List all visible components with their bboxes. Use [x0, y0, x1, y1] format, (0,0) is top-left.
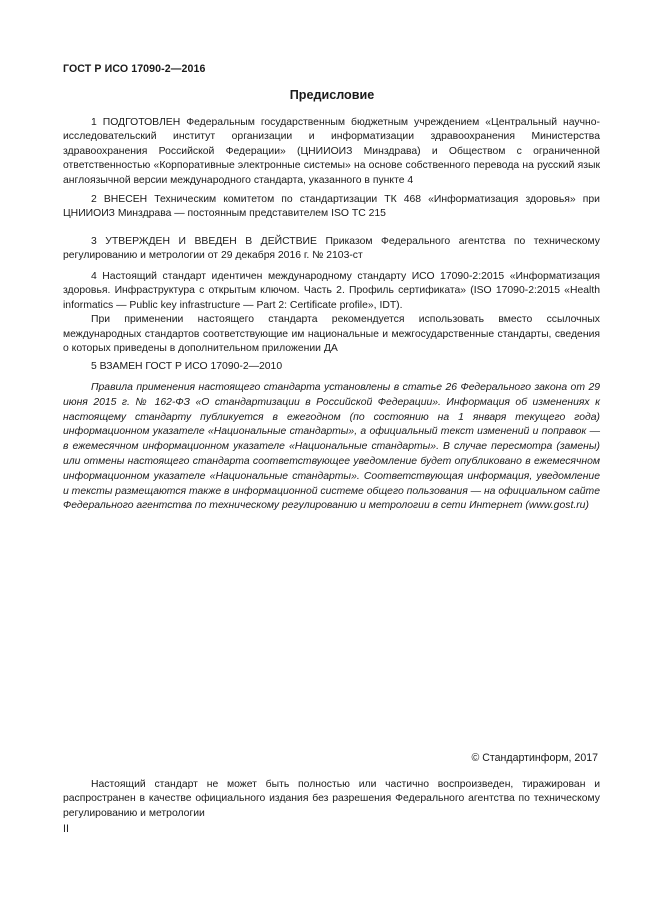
reproduction-notice [63, 778, 600, 821]
paragraph-prepared-by: 1 ПОДГОТОВЛЕН Федеральным государственным бюджетным учреждением «Центральный научно-исследовательский институт организации и информатизации здравоохранения Министерства здравоохранения Российской Федерации» (ЦНИИОИЗ Минздрава) и Обществом с ограниченной ответственностью «Корпоративные электронные системы» на основе собственного перевода на русский язык англоязычной версии международного стандарта, указанного в пункте 4 [63, 117, 600, 186]
notice-text: Правила применения настоящего стандарта установлены в статье 26 Федерального закона от 29 июня 2015 г. № 162-ФЗ «О стандартизации в Российской Федерации». Информация об изменениях к настоящему стандарту публикуется в ежегодном (по состоянию на 1 января текущего года) информационном указателе «Национальные стандарты», а официальный текст изменений и поправок — в ежемесячном информационном указателе «Национальные стандарты». В случае пересмотра (замены) или отмены настоящего стандарта соответствующее уведомление будет опубликовано в ежемесячном информационном указателе «Национальные стандарты». Соответствующая информация, уведомление и тексты размещаются также в информационной системе общего пользования — на официальном сайте Федерального агентства по техническому регулированию и метрологии в сети Интернет (www.gost.ru) [63, 382, 600, 512]
paragraph-approved: 3 УТВЕРЖДЕН И ВВЕДЕН В ДЕЙСТВИЕ Приказом Федерального агентства по техническому регулированию и метрологии от 29 декабря 2016 г. № 2103-ст [63, 236, 600, 262]
paragraph-introduced-by: 2 ВНЕСЕН Техническим комитетом по стандартизации ТК 468 «Информатизация здоровья» при ЦНИИОИЗ Минздрава — постоянным представителем ISO ТС 215 [63, 194, 600, 220]
paragraph-identical-standard: 4 Настоящий стандарт идентичен международному стандарту ИСО 17090-2:2015 «Информатизация здоровья. Инфраструктура с открытым ключом. Часть 2. Профиль сертификата» (ISO 17090-2:2015 «Health informatics — Public key infrastructure — Part 2: Certificate profile», IDT). [63, 271, 600, 311]
reproduction-notice-text: Настоящий стандарт не может быть полностью или частично воспроизведен, тиражирован и распространен в качестве официального издания без разрешения Федерального агентства по техническому регулированию и метрологии [63, 779, 600, 819]
page-number: II [63, 823, 69, 835]
application-rules-notice [63, 381, 600, 514]
paragraph-replaces: 5 ВЗАМЕН ГОСТ Р ИСО 17090-2—2010 [91, 361, 283, 372]
paragraph-3-block [63, 235, 600, 264]
paragraph-5-block [63, 360, 600, 374]
copyright-line: © Стандартинформ, 2017 [471, 752, 598, 764]
paragraph-4-block [63, 270, 600, 356]
paragraph-1-block [63, 116, 600, 188]
paragraph-reference-note: При применении настоящего стандарта рекомендуется использовать вместо ссылочных международных стандартов соответствующие им национальные и межгосударственные стандарты, сведения о которых приведены в дополнительном приложении ДА [63, 314, 600, 355]
standard-code: ГОСТ Р ИСО 17090-2—2016 [63, 63, 206, 75]
page-title: Предисловие [289, 88, 375, 102]
paragraph-2-block [63, 193, 600, 222]
